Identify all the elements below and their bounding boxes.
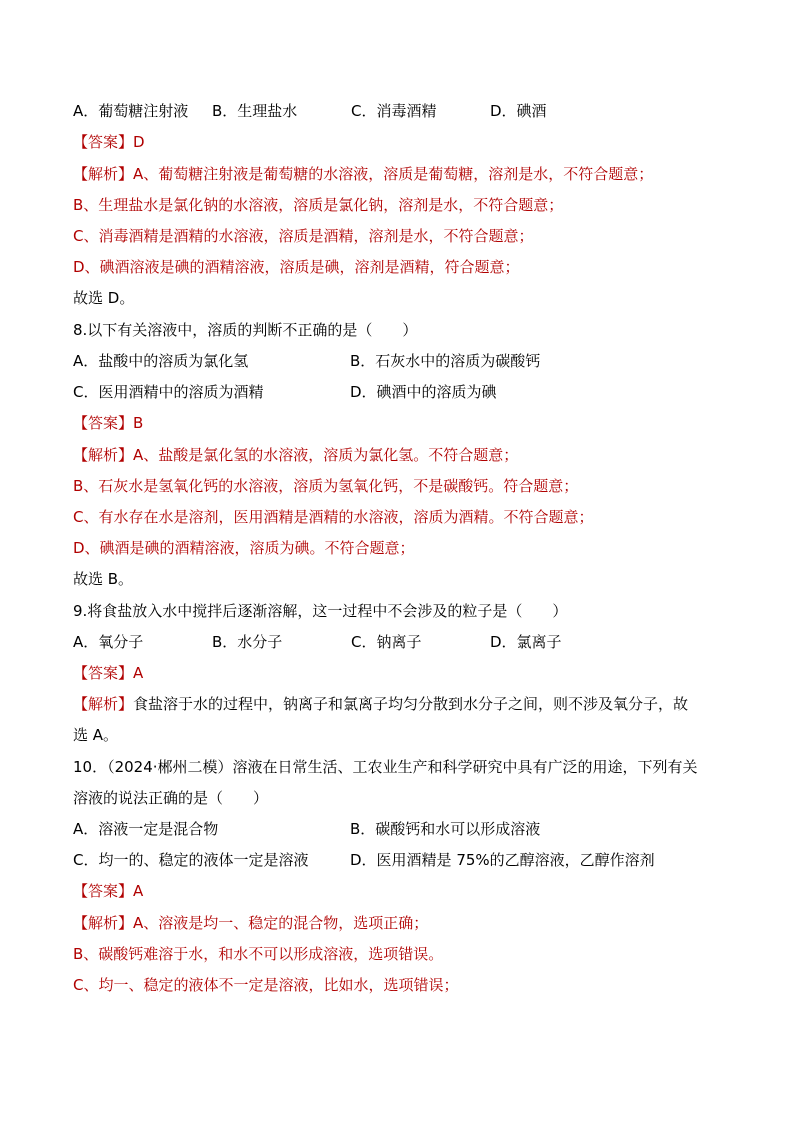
q7-option-b: B．生理盐水 xyxy=(212,102,298,120)
q9-analysis-line-2: 选 A。 xyxy=(73,726,119,744)
q8-analysis-line-2: B、石灰水是氢氧化钙的水溶液，溶质为氢氧化钙，不是碳酸钙。符合题意； xyxy=(73,477,579,495)
q7-conclusion: 故选 D。 xyxy=(73,289,135,307)
q10-analysis-line-1 xyxy=(73,913,428,933)
q10-option-c: C．均一的、稳定的液体一定是溶液 xyxy=(73,851,309,869)
analysis-text: A、溶液是均一、稳定的混合物，选项正确； xyxy=(133,914,429,932)
answer-tag: 【答案】 xyxy=(73,414,134,432)
answer-tag: 【答案】 xyxy=(73,133,134,151)
q8-conclusion: 故选 B。 xyxy=(73,570,134,588)
answer-value: B xyxy=(133,414,144,432)
q10-option-a: A．溶液一定是混合物 xyxy=(73,820,219,838)
q8-option-c: C．医用酒精中的溶质为酒精 xyxy=(73,383,264,401)
q8-option-a: A．盐酸中的溶质为氯化氢 xyxy=(73,352,249,370)
q7-analysis-line-1 xyxy=(73,164,653,184)
q7-analysis-line-2: B、生理盐水是氯化钠的水溶液，溶质是氯化钠，溶剂是水，不符合题意； xyxy=(73,196,564,214)
answer-value: A xyxy=(133,882,144,900)
q8-option-b: B．石灰水中的溶质为碳酸钙 xyxy=(350,352,541,370)
q7-option-a: A．葡萄糖注射液 xyxy=(73,102,189,120)
q8-analysis-line-3: C、有水存在水是溶剂，医用酒精是酒精的水溶液，溶质为酒精。不符合题意； xyxy=(73,508,594,526)
analysis-text: 食盐溶于水的过程中，钠离子和氯离子均匀分散到水分子之间，则不涉及氧分子，故 xyxy=(133,695,689,713)
q7-analysis-line-4: D、碘酒溶液是碘的酒精溶液，溶质是碘，溶剂是酒精，符合题意； xyxy=(73,258,520,276)
q9-question: 9.将食盐放入水中搅拌后逐渐溶解，这一过程中不会涉及的粒子是（ ） xyxy=(73,602,568,620)
analysis-tag: 【解析】 xyxy=(73,695,134,713)
analysis-text: A、盐酸是氯化氢的水溶液，溶质为氯化氢。不符合题意； xyxy=(133,446,519,464)
q7-option-c: C．消毒酒精 xyxy=(351,102,437,120)
q10-question-line-2: 溶液的说法正确的是（ ） xyxy=(73,789,269,807)
q7-option-d: D．碘酒 xyxy=(490,102,547,120)
q10-options-row-2 xyxy=(73,850,655,870)
q9-option-b: B．水分子 xyxy=(212,633,283,651)
q7-answer xyxy=(73,132,145,152)
analysis-tag: 【解析】 xyxy=(73,165,134,183)
q10-options-row-1 xyxy=(73,819,540,839)
q10-analysis-line-2: B、碳酸钙难溶于水，和水不可以形成溶液，选项错误。 xyxy=(73,945,444,963)
q8-answer xyxy=(73,413,143,433)
analysis-tag: 【解析】 xyxy=(73,446,134,464)
q9-option-a: A．氧分子 xyxy=(73,633,144,651)
q10-analysis-line-3: C、均一、稳定的液体不一定是溶液，比如水，选项错误； xyxy=(73,976,459,994)
q10-option-d: D．医用酒精是 75%的乙醇溶液，乙醇作溶剂 xyxy=(350,851,655,869)
q7-analysis-line-3: C、消毒酒精是酒精的水溶液，溶质是酒精，溶剂是水，不符合题意； xyxy=(73,227,534,245)
answer-value: A xyxy=(133,664,144,682)
q8-options-row-2 xyxy=(73,382,497,402)
q8-analysis-line-4: D、碘酒是碘的酒精溶液，溶质为碘。不符合题意； xyxy=(73,539,415,557)
q10-question-line-1: 10．（2024·郴州二模）溶液在日常生活、工农业生产和科学研究中具有广泛的用途，下列有关 xyxy=(73,758,698,776)
answer-tag: 【答案】 xyxy=(73,882,134,900)
q8-analysis-line-1 xyxy=(73,445,518,465)
q8-option-d: D．碘酒中的溶质为碘 xyxy=(350,383,497,401)
q8-options-row-1 xyxy=(73,351,540,371)
q7-options-row xyxy=(73,101,547,121)
q9-option-d: D．氯离子 xyxy=(490,633,562,651)
q10-answer xyxy=(73,881,143,901)
q9-analysis-line-1 xyxy=(73,694,688,714)
q9-options-row xyxy=(73,632,562,652)
analysis-tag: 【解析】 xyxy=(73,914,134,932)
answer-value: D xyxy=(133,133,145,151)
analysis-text: A、葡萄糖注射液是葡萄糖的水溶液，溶质是葡萄糖，溶剂是水，不符合题意； xyxy=(133,165,654,183)
answer-tag: 【答案】 xyxy=(73,664,134,682)
q10-option-b: B．碳酸钙和水可以形成溶液 xyxy=(350,820,541,838)
q9-answer xyxy=(73,663,143,683)
q9-option-c: C．钠离子 xyxy=(351,633,422,651)
q8-question: 8.以下有关溶液中，溶质的判断不正确的是（ ） xyxy=(73,321,418,339)
